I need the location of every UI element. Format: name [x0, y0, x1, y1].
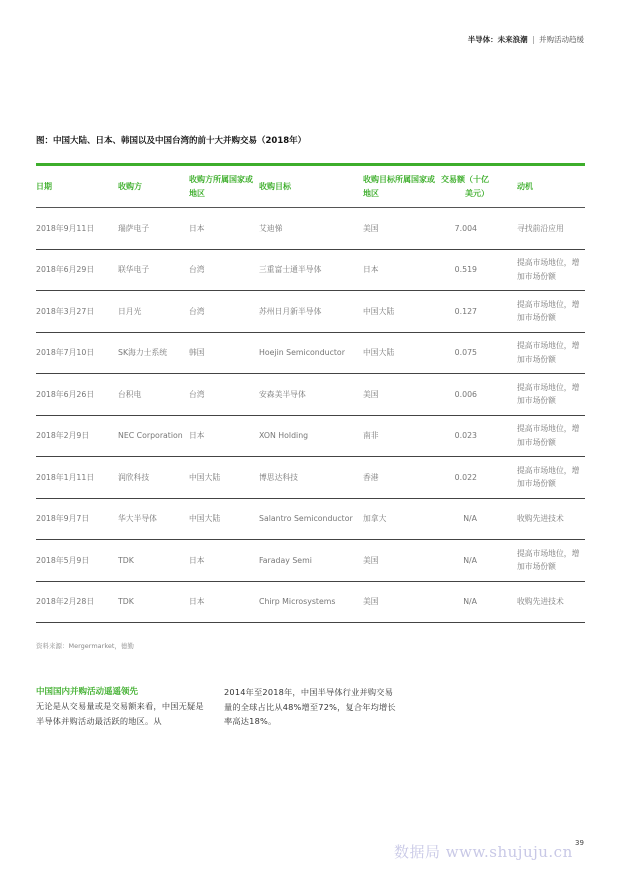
- cell-motive: 提高市场地位，增加市场份额: [517, 249, 585, 291]
- running-header: [468, 34, 584, 45]
- cell-target: Faraday Semi: [259, 540, 363, 582]
- cell-date: 2018年7月10日: [36, 332, 118, 374]
- cell-acquirer: TDK: [118, 540, 189, 582]
- cell-acquirer: 联华电子: [118, 249, 189, 291]
- cell-target: 博思达科技: [259, 457, 363, 499]
- table-row: [36, 457, 585, 499]
- cell-motive: 寻找前沿应用: [517, 208, 585, 250]
- col-header-motive: 动机: [517, 166, 585, 208]
- cell-acquirer: NEC Corporation: [118, 415, 189, 457]
- cell-date: 2018年6月26日: [36, 374, 118, 416]
- cell-motive: 收购先进技术: [517, 498, 585, 540]
- cell-acquirer-region: 日本: [189, 208, 259, 250]
- cell-motive: 提高市场地位，增加市场份额: [517, 540, 585, 582]
- cell-target: Hoejin Semiconductor: [259, 332, 363, 374]
- cell-deal-value: N/A: [441, 498, 517, 540]
- cell-acquirer: 瑞萨电子: [118, 208, 189, 250]
- table-row: [36, 581, 585, 623]
- cell-date: 2018年6月29日: [36, 249, 118, 291]
- header-separator: |: [532, 35, 535, 44]
- cell-target: 安森美半导体: [259, 374, 363, 416]
- cell-acquirer-region: 台湾: [189, 291, 259, 333]
- cell-acquirer: SK海力士系统: [118, 332, 189, 374]
- cell-target: 三重富士通半导体: [259, 249, 363, 291]
- cell-target-region: 日本: [363, 249, 441, 291]
- cell-motive: 提高市场地位，增加市场份额: [517, 291, 585, 333]
- cell-deal-value: N/A: [441, 581, 517, 623]
- col-header-acquirer: 收购方: [118, 166, 189, 208]
- paragraph-right: 2014年至2018年，中国半导体行业并购交易量的全球占比从48%增至72%，复合年均增长率高达18%。: [224, 687, 396, 726]
- table-row: [36, 249, 585, 291]
- cell-deal-value: 0.075: [441, 332, 517, 374]
- table-row: [36, 498, 585, 540]
- cell-target-region: 美国: [363, 208, 441, 250]
- cell-deal-value: 7.004: [441, 208, 517, 250]
- table-row: [36, 374, 585, 416]
- cell-deal-value: 0.127: [441, 291, 517, 333]
- cell-deal-value: 0.023: [441, 415, 517, 457]
- col-header-target: 收购目标: [259, 166, 363, 208]
- cell-motive: 提高市场地位，增加市场份额: [517, 332, 585, 374]
- cell-target-region: 中国大陆: [363, 291, 441, 333]
- cell-acquirer-region: 日本: [189, 415, 259, 457]
- cell-acquirer: 台积电: [118, 374, 189, 416]
- cell-target: 艾迪悌: [259, 208, 363, 250]
- cell-date: 2018年9月11日: [36, 208, 118, 250]
- cell-target-region: 美国: [363, 374, 441, 416]
- cell-target: Salantro Semiconductor: [259, 498, 363, 540]
- cell-date: 2018年9月7日: [36, 498, 118, 540]
- cell-target: 苏州日月新半导体: [259, 291, 363, 333]
- cell-motive: 提高市场地位，增加市场份额: [517, 374, 585, 416]
- cell-target-region: 加拿大: [363, 498, 441, 540]
- section-heading: 中国国内并购活动遥遥领先: [36, 687, 139, 697]
- cell-deal-value: 0.519: [441, 249, 517, 291]
- header-subtitle: 并购活动趋缓: [539, 35, 584, 44]
- col-header-target-region: 收购目标所属国家或地区: [363, 166, 441, 208]
- cell-acquirer-region: 韩国: [189, 332, 259, 374]
- cell-date: 2018年1月11日: [36, 457, 118, 499]
- cell-acquirer-region: 中国大陆: [189, 498, 259, 540]
- table-row: [36, 415, 585, 457]
- cell-date: 2018年5月9日: [36, 540, 118, 582]
- cell-target: XON Holding: [259, 415, 363, 457]
- table-body: [36, 208, 585, 623]
- cell-deal-value: 0.006: [441, 374, 517, 416]
- cell-acquirer-region: 日本: [189, 540, 259, 582]
- cell-acquirer: 日月光: [118, 291, 189, 333]
- table-header-row: [36, 166, 585, 208]
- col-header-deal-value: 交易额（十亿美元）: [441, 166, 517, 208]
- table-row: [36, 332, 585, 374]
- table-row: [36, 208, 585, 250]
- col-header-acquirer-region: 收购方所属国家或地区: [189, 166, 259, 208]
- cell-acquirer: 华大半导体: [118, 498, 189, 540]
- cell-motive: 提高市场地位，增加市场份额: [517, 415, 585, 457]
- watermark: 数据局 www.shujuju.cn: [394, 843, 573, 861]
- cell-acquirer-region: 台湾: [189, 249, 259, 291]
- cell-date: 2018年2月9日: [36, 415, 118, 457]
- header-title: 半导体：未来浪潮: [467, 35, 528, 44]
- cell-acquirer: 润欣科技: [118, 457, 189, 499]
- deals-table: [36, 166, 585, 623]
- source-note: 资料来源：Mergermarket，德勤: [36, 642, 134, 650]
- table-row: [36, 291, 585, 333]
- cell-motive: 收购先进技术: [517, 581, 585, 623]
- col-header-date: 日期: [36, 166, 118, 208]
- cell-target-region: 中国大陆: [363, 332, 441, 374]
- cell-acquirer: TDK: [118, 581, 189, 623]
- cell-acquirer-region: 中国大陆: [189, 457, 259, 499]
- cell-date: 2018年3月27日: [36, 291, 118, 333]
- cell-acquirer-region: 台湾: [189, 374, 259, 416]
- table-row: [36, 540, 585, 582]
- cell-target-region: 美国: [363, 581, 441, 623]
- cell-target-region: 香港: [363, 457, 441, 499]
- cell-target: Chirp Microsystems: [259, 581, 363, 623]
- cell-target-region: 美国: [363, 540, 441, 582]
- cell-target-region: 南非: [363, 415, 441, 457]
- cell-motive: 提高市场地位，增加市场份额: [517, 457, 585, 499]
- cell-deal-value: N/A: [441, 540, 517, 582]
- cell-acquirer-region: 日本: [189, 581, 259, 623]
- page-number: 39: [575, 839, 584, 847]
- cell-deal-value: 0.022: [441, 457, 517, 499]
- figure-title: 图：中国大陆、日本、韩国以及中国台湾的前十大并购交易（2018年）: [36, 136, 307, 146]
- paragraph-left: 无论是从交易量或是交易额来看，中国无疑是半导体并购活动最活跃的地区。从: [36, 701, 204, 726]
- cell-date: 2018年2月28日: [36, 581, 118, 623]
